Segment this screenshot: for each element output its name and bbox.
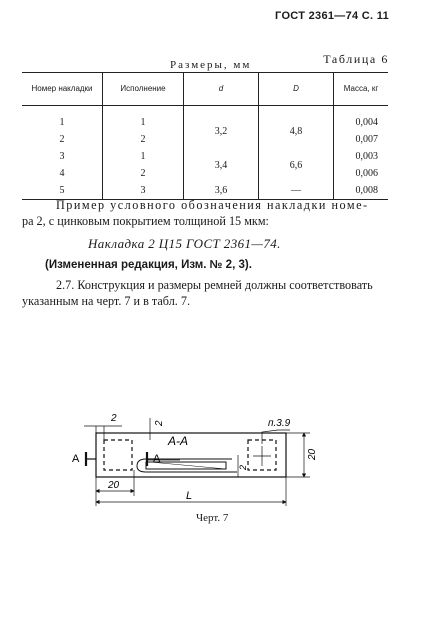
section-mark-right: А — [153, 453, 161, 465]
cell-d: 3,6 — [184, 182, 259, 200]
cell-mass: 0,007 — [334, 131, 389, 148]
cell-D: 6,6 — [259, 148, 334, 182]
cell-number: 4 — [59, 168, 65, 179]
dim-2-top: 2 — [111, 413, 117, 424]
cell-D: — — [259, 182, 334, 200]
hole-note: п.3.9 — [268, 418, 291, 429]
col-header-mass: Масса, кг — [334, 73, 389, 106]
cell-variant: 1 — [103, 106, 184, 132]
cell-mass: 0,008 — [334, 182, 389, 200]
section-title: А-А — [168, 434, 189, 448]
dim-20-left: 20 — [108, 480, 120, 491]
cell-variant: 2 — [103, 165, 184, 182]
example-text-line2: ра 2, с цинковым покрытием толщиной 15 мкм: — [22, 214, 269, 228]
figure-caption: Черт. 7 — [196, 512, 229, 524]
cell-mass: 0,003 — [334, 148, 389, 165]
dim-2-vertical: 2 — [154, 420, 165, 426]
cell-d: 3,2 — [184, 106, 259, 149]
col-header-number: Номер накладки — [22, 73, 103, 106]
table-units: Размеры, мм — [170, 59, 252, 71]
dim-L: L — [186, 490, 193, 502]
designation-example: Накладка 2 Ц15 ГОСТ 2361—74. — [88, 236, 281, 251]
clause-text-line2: указанным на черт. 7 и в табл. 7. — [22, 294, 191, 308]
dim-20-right: 20 — [307, 448, 318, 460]
col-header-d: d — [184, 73, 259, 106]
cell-d: 3,4 — [184, 148, 259, 182]
cell-number: 2 — [59, 134, 65, 145]
section-mark-left: А — [72, 453, 80, 465]
cell-number: 5 — [22, 182, 103, 200]
col-header-D: D — [259, 73, 334, 106]
edition-note: (Измененная редакция, Изм. № 2, 3). — [45, 259, 252, 271]
clause-text-line1: 2.7. Конструкция и размеры ремней должны соответствовать — [56, 278, 373, 292]
running-head: ГОСТ 2361—74 С. 11 — [275, 10, 389, 22]
cell-variant: 2 — [103, 131, 184, 148]
cell-number: 1 — [59, 117, 65, 128]
table-caption: Таблица 6 — [323, 52, 389, 66]
cell-mass: 0,004 — [334, 106, 389, 132]
cell-variant: 1 — [103, 148, 184, 165]
section-dim: 2 — [238, 464, 248, 470]
cell-variant: 3 — [103, 182, 184, 200]
left-hole — [104, 440, 132, 470]
col-header-variant: Исполнение — [103, 73, 184, 106]
cell-D: 4,8 — [259, 106, 334, 149]
cell-mass: 0,006 — [334, 165, 389, 182]
cell-number: 3 — [59, 151, 65, 162]
example-text-line1: Пример условного обозначения накладки номе- — [56, 198, 369, 212]
